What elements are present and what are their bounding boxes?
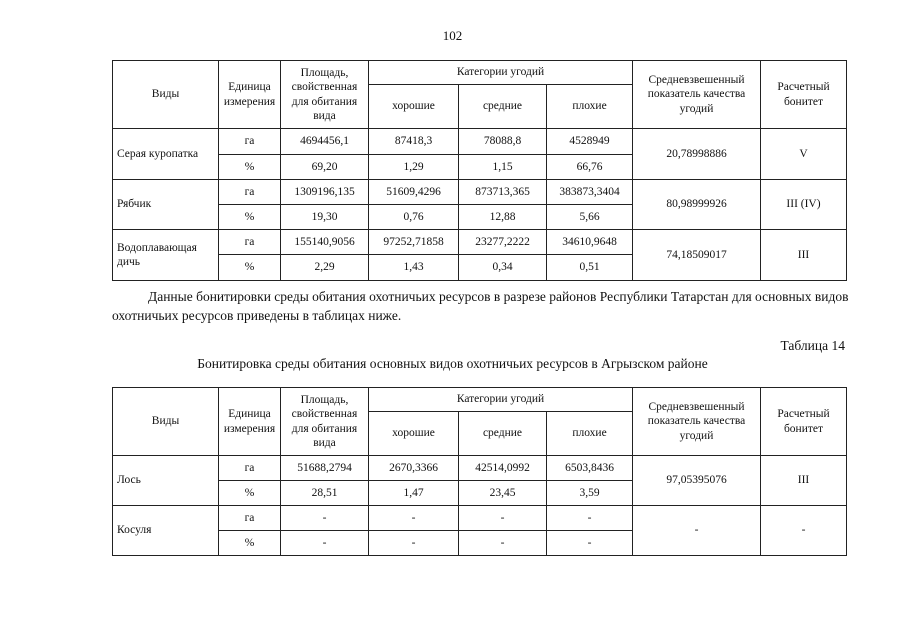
header-species: Виды xyxy=(113,61,219,129)
medium-cell: 1,15 xyxy=(459,155,547,180)
good-cell: 2670,3366 xyxy=(369,456,459,481)
table-row xyxy=(113,506,847,531)
weighted-cell: 97,05395076 xyxy=(633,456,761,506)
table-title: Бонитировка среды обитания основных видов охотничьих ресурсов в Агрызском районе xyxy=(197,356,708,371)
area-cell: 2,29 xyxy=(281,255,369,281)
unit-cell: га xyxy=(219,129,281,155)
table-row xyxy=(113,456,847,481)
weighted-cell: 20,78998886 xyxy=(633,129,761,180)
species-name: Серая куропатка xyxy=(113,129,219,180)
header-weighted: Средневзвешенный показатель качества угодий xyxy=(633,388,761,456)
area-cell: 51688,2794 xyxy=(281,456,369,481)
table-row xyxy=(113,129,847,155)
medium-cell: - xyxy=(459,506,547,531)
medium-cell: 78088,8 xyxy=(459,129,547,155)
header-area: Площадь, свойственная для обитания вида xyxy=(281,388,369,456)
area-cell: - xyxy=(281,531,369,556)
area-cell: 28,51 xyxy=(281,481,369,506)
bad-cell: 383873,3404 xyxy=(547,180,633,205)
area-cell: 19,30 xyxy=(281,205,369,230)
medium-cell: 42514,0992 xyxy=(459,456,547,481)
area-cell: 1309196,135 xyxy=(281,180,369,205)
header-row xyxy=(113,388,847,412)
bad-cell: 3,59 xyxy=(547,481,633,506)
medium-cell: 12,88 xyxy=(459,205,547,230)
header-bonitet: Расчетный бонитет xyxy=(761,61,847,129)
weighted-cell: 74,18509017 xyxy=(633,230,761,281)
bonitet-cell: III (IV) xyxy=(761,180,847,230)
good-cell: - xyxy=(369,506,459,531)
table-row xyxy=(113,230,847,255)
header-bad: плохие xyxy=(547,412,633,456)
good-cell: 87418,3 xyxy=(369,129,459,155)
page-number: 102 xyxy=(442,28,463,43)
unit-cell: га xyxy=(219,230,281,255)
header-bad: плохие xyxy=(547,85,633,129)
medium-cell: 873713,365 xyxy=(459,180,547,205)
bonitet-cell: III xyxy=(761,230,847,281)
good-cell: 1,47 xyxy=(369,481,459,506)
table-row xyxy=(113,180,847,205)
bad-cell: 4528949 xyxy=(547,129,633,155)
species-name: Водоплавающая дичь xyxy=(113,230,219,281)
header-species: Виды xyxy=(113,388,219,456)
body-paragraph: Данные бонитировки среды обитания охотничьих ресурсов в разрезе районов Республики Татарстан для основных видов охотничьих ресурсов приведены в таблицах ниже. xyxy=(112,289,849,323)
unit-cell: % xyxy=(219,531,281,556)
unit-cell: % xyxy=(219,205,281,230)
medium-cell: 0,34 xyxy=(459,255,547,281)
species-name: Лось xyxy=(113,456,219,506)
species-name: Косуля xyxy=(113,506,219,556)
header-bonitet: Расчетный бонитет xyxy=(761,388,847,456)
table-label: Таблица 14 xyxy=(780,338,845,353)
unit-cell: га xyxy=(219,506,281,531)
unit-cell: % xyxy=(219,255,281,281)
header-weighted: Средневзвешенный показатель качества угодий xyxy=(633,61,761,129)
header-unit: Единица измерения xyxy=(219,61,281,129)
header-area: Площадь, свойственная для обитания вида xyxy=(281,61,369,129)
header-categories: Категории угодий xyxy=(369,61,633,85)
bonitet-cell: - xyxy=(761,506,847,556)
bonitet-table-agryz xyxy=(112,387,847,556)
medium-cell: 23,45 xyxy=(459,481,547,506)
area-cell: 69,20 xyxy=(281,155,369,180)
species-name: Рябчик xyxy=(113,180,219,230)
good-cell: 0,76 xyxy=(369,205,459,230)
bonitet-table-summary xyxy=(112,60,847,281)
header-row xyxy=(113,61,847,85)
good-cell: 1,29 xyxy=(369,155,459,180)
header-good: хорошие xyxy=(369,85,459,129)
bonitet-cell: V xyxy=(761,129,847,180)
header-unit: Единица измерения xyxy=(219,388,281,456)
bad-cell: 5,66 xyxy=(547,205,633,230)
bad-cell: - xyxy=(547,506,633,531)
bad-cell: 34610,9648 xyxy=(547,230,633,255)
header-categories: Категории угодий xyxy=(369,388,633,412)
good-cell: 51609,4296 xyxy=(369,180,459,205)
good-cell: 1,43 xyxy=(369,255,459,281)
unit-cell: га xyxy=(219,180,281,205)
area-cell: 155140,9056 xyxy=(281,230,369,255)
bad-cell: - xyxy=(547,531,633,556)
bonitet-cell: III xyxy=(761,456,847,506)
medium-cell: 23277,2222 xyxy=(459,230,547,255)
unit-cell: % xyxy=(219,155,281,180)
bad-cell: 6503,8436 xyxy=(547,456,633,481)
area-cell: 4694456,1 xyxy=(281,129,369,155)
weighted-cell: - xyxy=(633,506,761,556)
header-medium: средние xyxy=(459,412,547,456)
weighted-cell: 80,98999926 xyxy=(633,180,761,230)
unit-cell: га xyxy=(219,456,281,481)
bad-cell: 66,76 xyxy=(547,155,633,180)
good-cell: - xyxy=(369,531,459,556)
bad-cell: 0,51 xyxy=(547,255,633,281)
header-good: хорошие xyxy=(369,412,459,456)
header-medium: средние xyxy=(459,85,547,129)
area-cell: - xyxy=(281,506,369,531)
medium-cell: - xyxy=(459,531,547,556)
unit-cell: % xyxy=(219,481,281,506)
good-cell: 97252,71858 xyxy=(369,230,459,255)
